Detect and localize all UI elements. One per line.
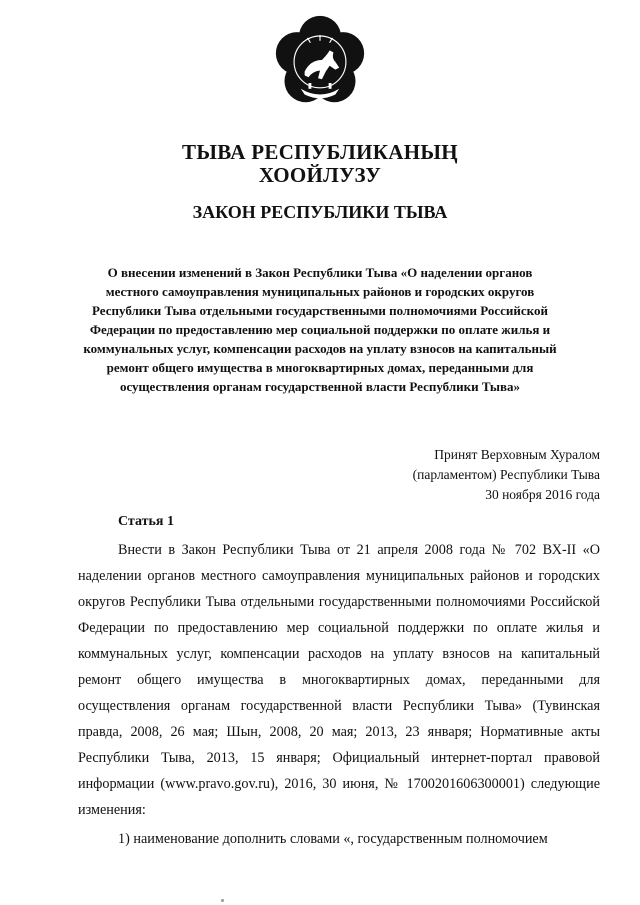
adoption-block xyxy=(413,445,600,505)
adoption-line-2: (парламентом) Республики Тыва xyxy=(412,467,600,482)
title-russian: ЗАКОН РЕСПУБЛИКИ ТЫВА xyxy=(192,202,448,222)
scan-speck xyxy=(221,899,224,902)
law-subject: О внесении изменений в Закон Республики Тыва «О наделении органов местного самоуправления муниципальных районов и городских округов Республики Тыва отдельными государственными полномочиями Российской Федерации по предоставлению мер социальной поддержки по оплате жилья и коммунальных услуг, компенсации расходов на уплату взносов на капитальный ремонт общего имущества в многоквартирных домах, переданными для осуществления органам государственной власти Республики Тыва» xyxy=(83,265,557,394)
paragraph-1: Внести в Закон Республики Тыва от 21 апреля 2008 года № 702 ВХ-II «О наделении органов местного самоуправления муниципальных районов и городских округов Республики Тыва отдельными государственными полномочиями Российской Федерации по предоставлению мер социальной поддержки по оплате жилья и коммунальных услуг, компенсации расходов на уплату взносов на капитальный ремонт общего имущества в многоквартирных домах, переданными для осуществления органам государственной власти Республики Тыва» (Тувинская правда, 2008, 26 мая; Шын, 2008, 20 мая; 2013, 23 января; Нормативные акты Республики Тыва, 2013, 15 января; Официальный интернет-портал правовой информации (www.pravo.gov.ru), 2016, 30 июня, № 1700201606300001) следующие изменения: xyxy=(78,542,600,818)
adoption-date: 30 ноября 2016 года xyxy=(485,487,600,502)
adoption-line-1: Принят Верховным Хуралом xyxy=(434,447,600,462)
article-heading: Статья 1 xyxy=(118,514,174,529)
tuva-coat-of-arms-icon xyxy=(272,12,368,108)
article-body xyxy=(78,537,600,852)
title-tyvan-line-2: ХООЙЛУЗУ xyxy=(258,163,382,187)
title-tyvan-line-1: ТЫВА РЕСПУБЛИКАНЫҢ xyxy=(182,140,458,164)
paragraph-2: 1) наименование дополнить словами «, государственным полномочием xyxy=(118,831,548,847)
